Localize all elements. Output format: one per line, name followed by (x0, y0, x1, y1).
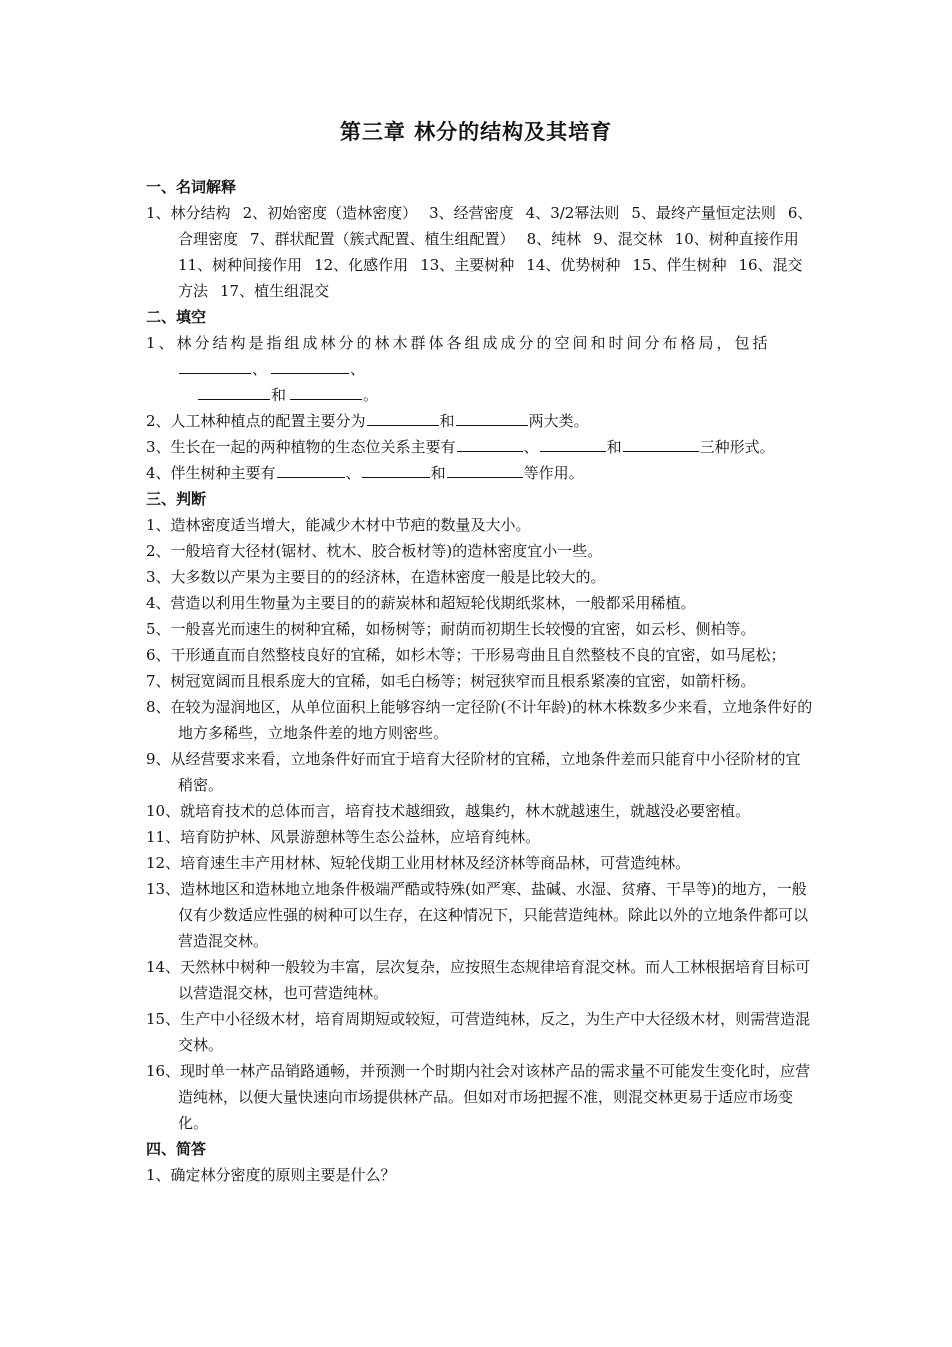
answer-blank (367, 408, 439, 426)
section-heading-true-false: 三、判断 (146, 490, 207, 508)
section-heading-definitions: 一、名词解释 (146, 178, 237, 196)
fill-blank-question-2 (146, 408, 814, 434)
end-text: 三种形式。 (699, 438, 775, 456)
question-text: 1、林分结构是指组成林分的林木群体各组成成分的空间和时间分布格局，包括 (146, 334, 771, 352)
true-false-item: 16、现时单一林产品销路通畅，并预测一个时期内社会对该林产品的需求量不可能发生变化时，应营造纯林，以便大量快速向市场提供林产品。但如对市场把握不准，则混交林更易于适应市场变化。 (146, 1062, 811, 1132)
chapter-title: 第三章 林分的结构及其培育 (339, 119, 613, 144)
term: 7、群状配置（簇式配置、植生组配置） (250, 230, 515, 248)
true-false-item: 11、培育防护林、风景游憩林等生态公益林，应培育纯林。 (146, 828, 541, 846)
question-text: 3、生长在一起的两种植物的生态位关系主要有 (146, 438, 456, 456)
and-text: 和 (606, 438, 622, 456)
short-answer-item: 1、确定林分密度的原则主要是什么？ (146, 1166, 396, 1184)
definitions-list (146, 200, 814, 304)
and-text: 和 (271, 386, 290, 404)
term: 2、初始密度（造林密度） (242, 204, 418, 222)
term: 林分结构 (170, 204, 231, 222)
term: 9、混交林 (593, 230, 663, 248)
term: 16、混交方法 (178, 256, 803, 300)
term: 11、树种间接作用 (178, 256, 303, 274)
true-false-item: 4、营造以利用生物量为主要目的的薪炭林和超短轮伐期纸浆林，一般都采用稀植。 (146, 594, 696, 612)
true-false-item: 10、就培育技术的总体而言，培育技术越细致，越集约，林木就越速生，就越没必要密植。 (146, 802, 751, 820)
term: 12、化感作用 (314, 256, 409, 274)
true-false-item: 3、大多数以产果为主要目的的经济林，在造林密度一般是比较大的。 (146, 568, 606, 586)
answer-blank (623, 434, 699, 452)
answer-blank (447, 460, 523, 478)
answer-blank (362, 460, 430, 478)
question-text: 2、人工林种植点的配置主要分为 (146, 412, 366, 430)
fill-blank-question-4 (146, 460, 814, 486)
answer-blank (277, 460, 345, 478)
term: 17、植生组混交 (220, 282, 330, 300)
true-false-item: 6、干形通直而自然整枝良好的宜稀，如杉木等；干形易弯曲且自然整枝不良的宜密，如马尾松； (146, 646, 786, 664)
separator: 、 (252, 360, 271, 378)
answer-blank (179, 356, 251, 374)
and-text: 和 (430, 464, 446, 482)
answer-blank (271, 356, 349, 374)
term: 3、经营密度 (429, 204, 514, 222)
answer-blank (290, 382, 362, 400)
term: 14、优势树种 (526, 256, 621, 274)
answer-blank (456, 408, 528, 426)
separator: 、 (345, 464, 361, 482)
end-text: 等作用。 (523, 464, 584, 482)
document-body (146, 174, 814, 1188)
end-text: 两大类。 (528, 412, 589, 430)
question-text: 4、伴生树种主要有 (146, 464, 276, 482)
separator: 、 (523, 438, 539, 456)
and-text: 和 (439, 412, 455, 430)
true-false-item: 13、造林地区和造林地立地条件极端严酷或特殊(如严寒、盐碱、水湿、贫瘠、干旱等)的地方，一般仅有少数适应性强的树种可以生存，在这种情况下，只能营造纯林。除此以外的立地条件都可以营造混交林。 (146, 880, 809, 950)
true-false-item: 15、生产中小径级木材，培育周期短或较短，可营造纯林，反之，为生产中大径级木材，则需营造混交林。 (146, 1010, 811, 1054)
true-false-item: 9、从经营要求来看，立地条件好而宜于培育大径阶材的宜稀，立地条件差而只能育中小径阶材的宜稍密。 (146, 750, 801, 794)
true-false-item: 12、培育速生丰产用材林、短轮伐期工业用材林及经济林等商品林，可营造纯林。 (146, 854, 691, 872)
definitions-prefix: 1、 (146, 204, 171, 222)
true-false-item: 1、造林密度适当增大，能减少木材中节疤的数量及大小。 (146, 516, 531, 534)
fill-blank-question-1 (146, 330, 814, 408)
section-heading-fill-blank: 二、填空 (146, 308, 207, 326)
term: 15、伴生树种 (632, 256, 727, 274)
true-false-item: 8、在较为湿润地区，从单位面积上能够容纳一定径阶(不计年龄)的林木株数多少来看，立地条件好的地方多稀些，立地条件差的地方则密些。 (146, 698, 813, 742)
answer-blank (457, 434, 523, 452)
term: 8、纯林 (526, 230, 582, 248)
term: 5、最终产量恒定法则 (631, 204, 776, 222)
separator: 、 (350, 360, 369, 378)
answer-blank (540, 434, 606, 452)
term: 4、3/2幂法则 (525, 204, 620, 222)
fill-blank-question-3 (146, 434, 814, 460)
section-heading-short-answer: 四、简答 (146, 1140, 207, 1158)
true-false-item: 14、天然林中树种一般较为丰富，层次复杂，应按照生态规律培育混交林。而人工林根据培育目标可以营造混交林，也可营造纯林。 (146, 958, 811, 1002)
answer-blank (198, 382, 270, 400)
term: 10、树种直接作用 (674, 230, 799, 248)
end-text: 。 (363, 386, 382, 404)
term: 13、主要树种 (420, 256, 515, 274)
true-false-item: 2、一般培育大径材(锯材、枕木、胶合板材等)的造林密度宜小一些。 (146, 542, 603, 560)
true-false-item: 5、一般喜光而速生的树种宜稀，如杨树等；耐荫而初期生长较慢的宜密，如云杉、侧柏等。 (146, 620, 756, 638)
term: 6、合理密度 (178, 204, 813, 248)
true-false-item: 7、树冠宽阔而且根系庞大的宜稀，如毛白杨等；树冠狭窄而且根系紧凑的宜密，如箭杆杨。 (146, 672, 756, 690)
